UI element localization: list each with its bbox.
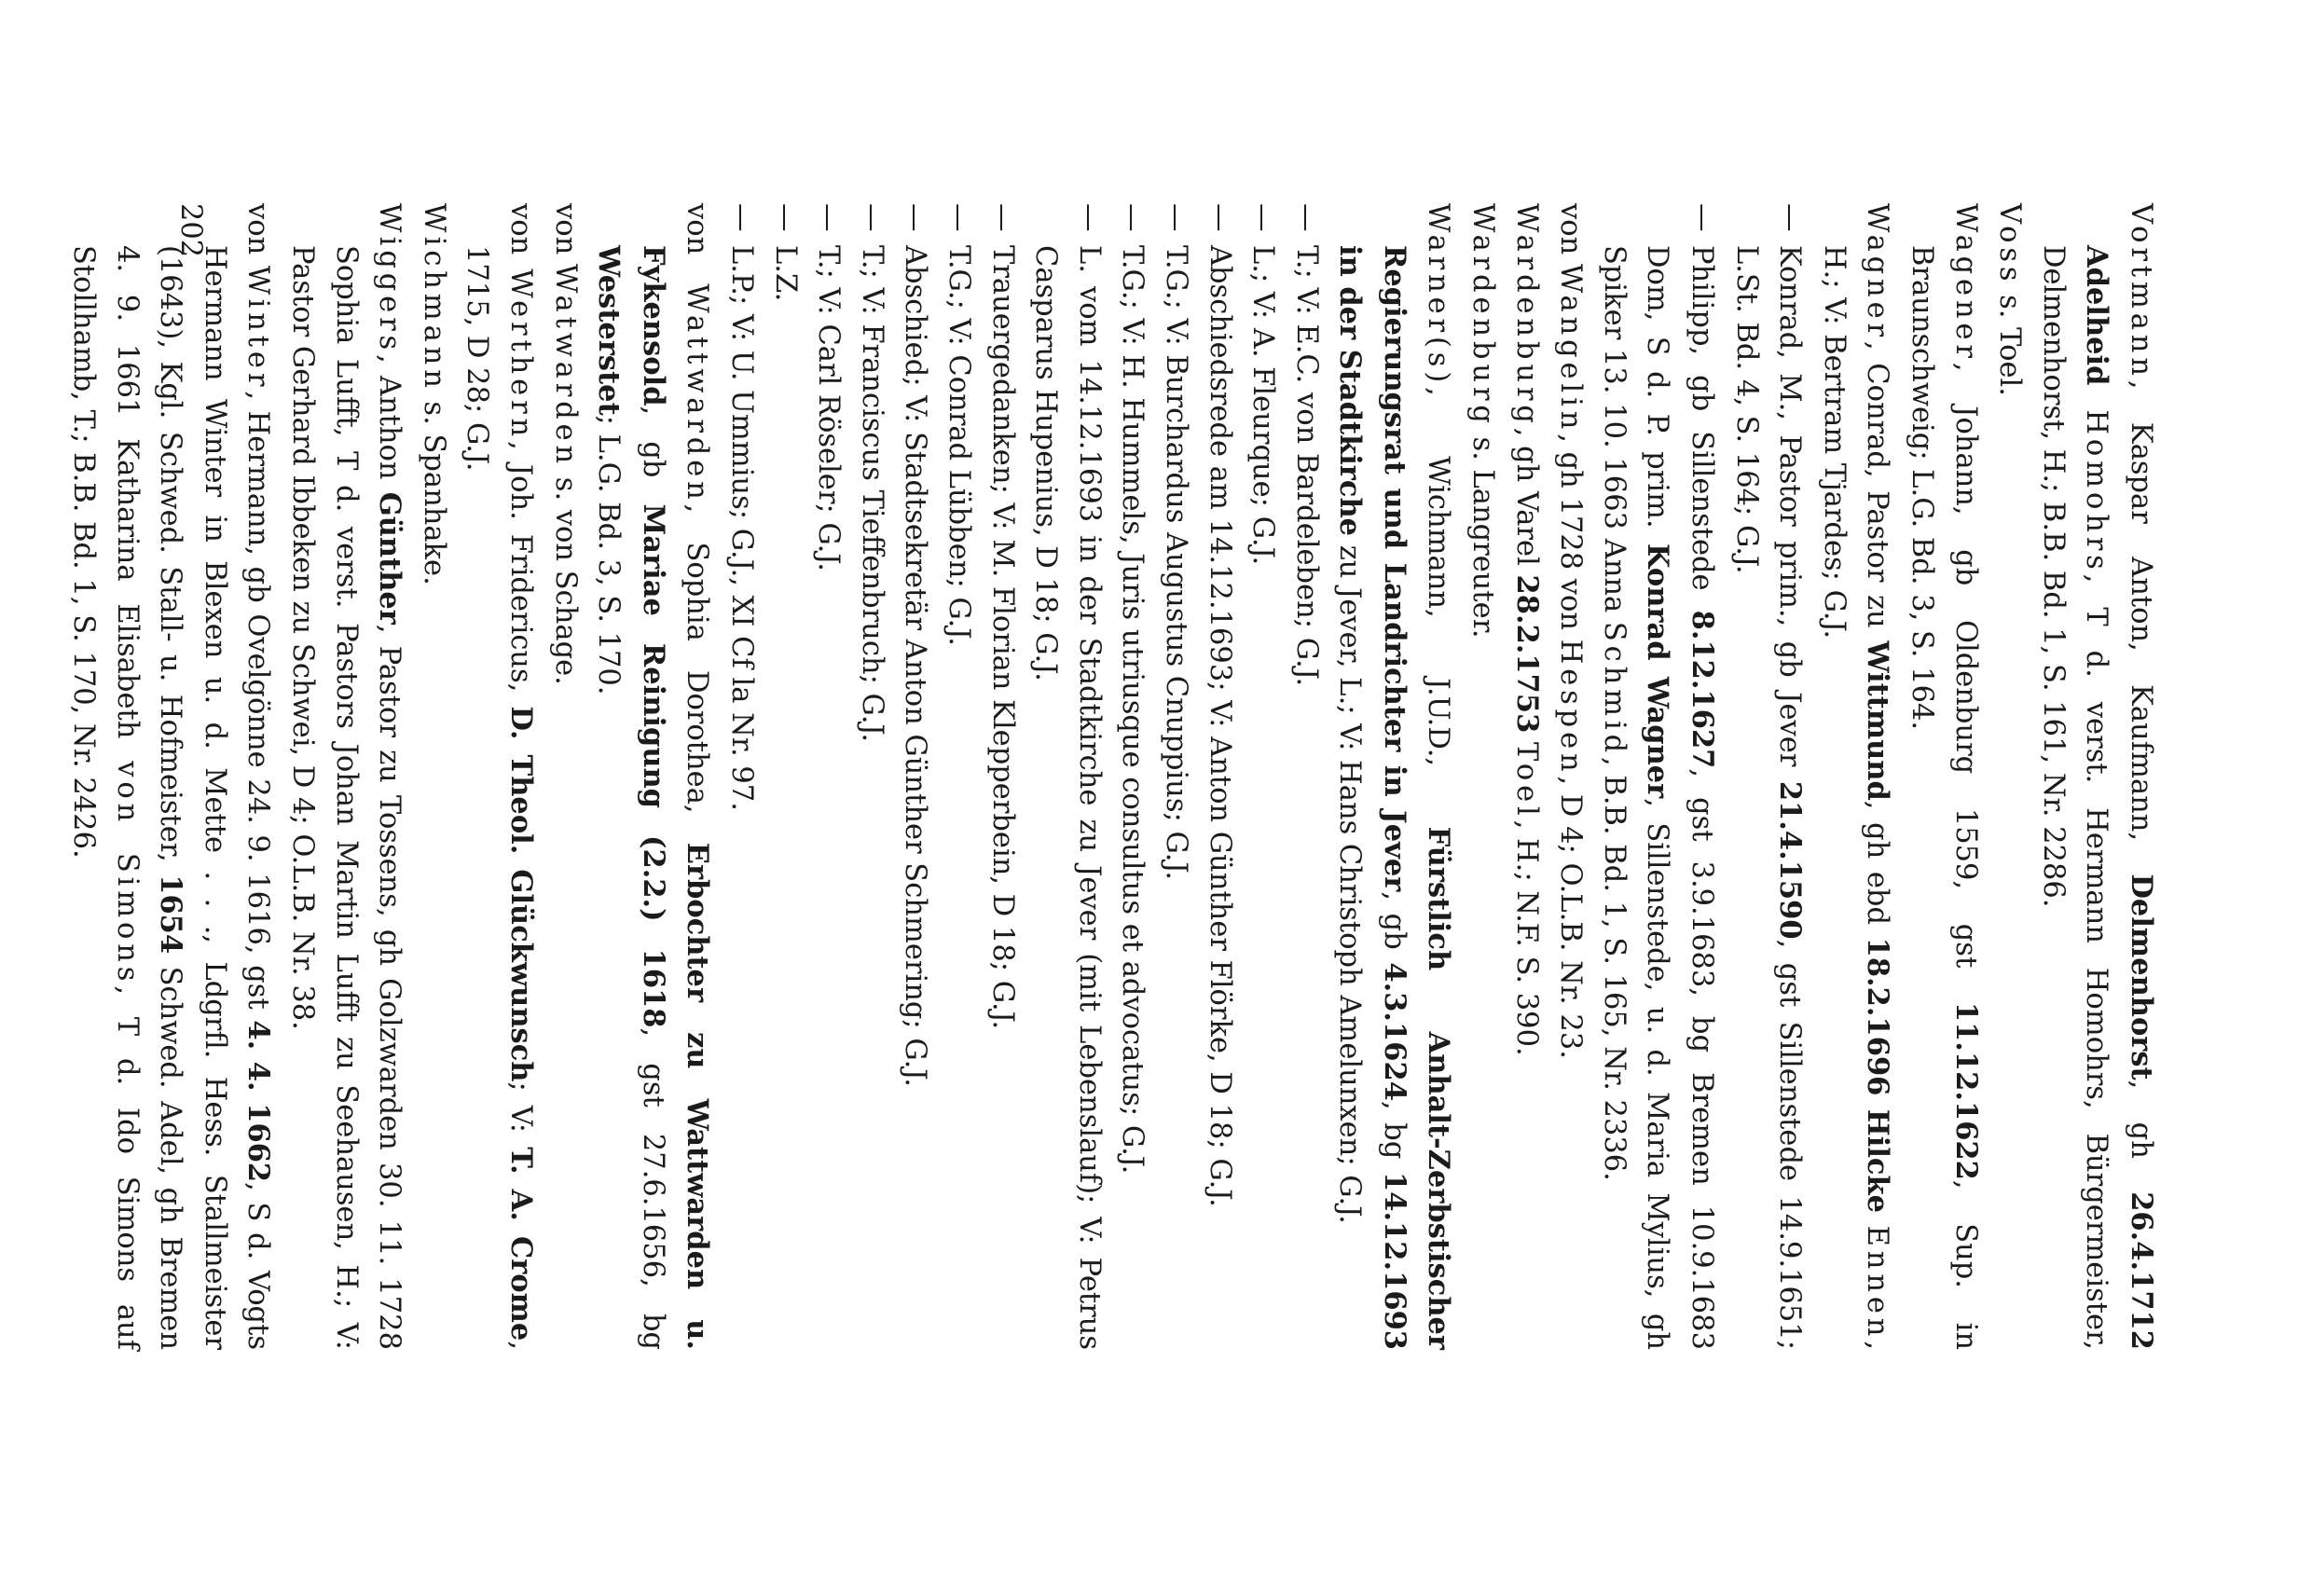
page-number: 202 (174, 203, 207, 258)
bold-run: Mariae Reinigung (2.2.) 1618 (636, 503, 670, 1028)
text-run: L.; V: A. Fleurque; G.J. (1246, 245, 1280, 566)
dash-marker: — (1116, 203, 1149, 232)
text-run: , Anthon (373, 354, 406, 492)
surname: Wagner (1861, 203, 1894, 341)
text-run: von (241, 203, 275, 266)
text-run (1861, 1213, 1893, 1226)
surname: Homohrs (2080, 409, 2113, 574)
sub-entry (1724, 203, 1811, 1350)
surname: von Simons (110, 761, 144, 986)
text-run: Philipp, gb Sillenstede (1686, 245, 1719, 611)
register-entry (1461, 203, 1505, 1350)
text-run: T.; V: Franciscus Tieffenbruch; G.J. (855, 245, 888, 743)
text-run: , Sillenstede, u. d. Maria Mylius, gh Spiker 13. 10. 1663 Anna (1597, 245, 1674, 1350)
text-run: , S d. Vogts Hermann Winter in Blexen u. d. Mette . . ., Ldgrfl. Hess. Stallmeister (1643), Kgl. Schwed. Stall- u. Hofmeister, (154, 245, 275, 1350)
surname: Toel (1509, 742, 1543, 820)
bold-run: Wittmund (1861, 640, 1895, 801)
surname: Wangelin (1554, 263, 1588, 434)
text-run: , gh 1728 von (1554, 433, 1588, 640)
text-run: s. Toel. (1993, 285, 2027, 396)
bold-run: 14.12.1693 in der Stadtkirche (1333, 245, 1411, 1351)
register-entry (543, 203, 586, 1350)
text-run: T.G.; V: Burchardus Augustus Cnuppius; G.J. (1159, 245, 1192, 881)
text-run: , T d. Ido Simons auf Stollhamb, T.; B.B. Bd. 1, S. 170, Nr. 2426. (67, 245, 144, 1350)
dash-marker: — (725, 203, 758, 232)
text-run: von (548, 203, 582, 264)
text-run: , Johann, gb Oldenburg 1559, gst (1948, 362, 1982, 1002)
bold-run: 11.12.1622 (1948, 1001, 1983, 1180)
dash-marker: — (1072, 203, 1106, 232)
surname: Wardenburg (1509, 203, 1543, 428)
surname: Schmid (1597, 621, 1631, 757)
register-entry (1504, 203, 1548, 1350)
sub-entry (1197, 203, 1241, 1350)
text-run: , gb (1377, 891, 1411, 963)
bold-run: Westerstet (592, 245, 626, 416)
text-run: ; L.G. Bd. 3, S. 170. (592, 415, 626, 695)
register-entry (1328, 203, 1461, 1350)
bold-run: 4. 4. 1662 (241, 1020, 276, 1183)
register-entry (280, 203, 411, 1350)
text-run: zu Jever, L.; V: Hans Christoph Amelunxen; G.J. (1333, 536, 1367, 1224)
text-run: T.G.; V: Conrad Lübben; G.J. (942, 245, 975, 646)
surname: Wiggers (373, 203, 406, 355)
text-run: , bg (1377, 1100, 1411, 1172)
surname: Vortmann (2125, 203, 2157, 380)
sub-entry (719, 203, 763, 1350)
dash-marker: — (855, 203, 888, 232)
bold-run: 4.3.1624 (1377, 962, 1411, 1101)
text-run: Trauergedanken; V: M. Florian Klepperbein, D 18; G.J. (985, 245, 1019, 1030)
text-run: , 1715, D 28; G.J. (461, 245, 538, 1351)
text-run: , Sup. in Braunschweig; L.G. Bd. 3, S. 164. (1906, 245, 1982, 1350)
text-run: L. vom 14.12.1693 in der Stadtkirche zu Jever (mit Lebenslauf); V: Petrus Casparus Hupenius, D 18; G.J. (1029, 245, 1106, 1350)
text-run (2080, 385, 2112, 409)
text-run: s. Langreuter. (1466, 427, 1500, 639)
text-run: s. Spanhake. (417, 392, 450, 585)
text-run: , T d. verst. Hermann Homohrs, Bürgermeister, Delmenhorst, H.; B.B. Bd. 1, S. 161, Nr. 2286. (2036, 245, 2113, 1350)
text-run: , H.; N.F. S. 390. (1509, 819, 1543, 1056)
sub-entry (1284, 203, 1328, 1350)
bold-run: T. A. Crome (504, 1147, 539, 1341)
dash-marker: — (812, 203, 846, 232)
bold-run: 21.4.1590 (1773, 780, 1808, 940)
text-run: , H.; V: Bertram Tjardes; G.J. (1817, 245, 1894, 1351)
dash-marker: — (899, 203, 932, 232)
dash-marker: — (942, 203, 975, 232)
text-run: , Joh. Fridericus, (504, 441, 538, 707)
sub-entry (1024, 203, 1110, 1350)
text-run: Konrad, M., Pastor prim., gb Jever (1773, 245, 1807, 781)
register-entry (455, 203, 543, 1350)
surname: Wagener (1948, 203, 1982, 363)
register-entry (1548, 203, 1592, 1350)
bold-run: Konrad Wagner (1641, 543, 1675, 799)
dash-marker: — (985, 203, 1019, 232)
text-run: , gst 27.6.1656, bg (636, 1027, 669, 1350)
register-entry (586, 203, 720, 1350)
register-entry (1899, 203, 1987, 1350)
text-run: T.; V: E.C. von Bardeleben; G.J. (1289, 245, 1323, 687)
text-run: T.; V: Carl Röseler; G.J. (812, 245, 846, 571)
dash-marker: — (1159, 203, 1192, 232)
text-run (1510, 733, 1543, 742)
surname: Wichmann (417, 203, 450, 392)
text-run: Abschied; V: Stadtsekretär Anton Günther Schmering; G.J. (899, 245, 932, 1087)
bold-run: 1654 (154, 874, 188, 955)
text-run: , Wichmann, J.U.D., (1422, 387, 1455, 827)
register-entry (1988, 203, 2031, 1350)
bold-run: 8.12.1627 (1686, 610, 1720, 769)
register-entry (411, 203, 455, 1350)
dash-marker: — (1774, 203, 1808, 232)
sub-entry (893, 203, 937, 1350)
text-run: , gh (2125, 1080, 2157, 1192)
bold-run: 18.2.1696 Hilcke (1861, 937, 1895, 1214)
dash-marker: — (1246, 203, 1280, 232)
surname: Hespen (1554, 639, 1588, 777)
register-entry (62, 203, 281, 1350)
surname: Warner(s) (1422, 203, 1455, 388)
register-entry (1811, 203, 1899, 1350)
bold-run: Delmenhorst (2125, 874, 2158, 1080)
sub-entry (1153, 203, 1197, 1350)
sub-entry (1241, 203, 1285, 1350)
sub-entry (980, 203, 1024, 1350)
surname: Voss (1993, 203, 2027, 286)
text-run: , gh ebd (1861, 800, 1894, 938)
text-run: Abschiedsrede am 14.12.1693; V: Anton Günther Flörke, D 18; G.J. (1203, 245, 1236, 1207)
text-run: , Pastor zu Tossens, gh Golzwarden 30. 11. 1728 Sophia Lufft, T d. verst. Pastors Johan Martin Lufft zu Seehausen, H.; V: Pastor Gerhard Ibbeken zu Schwei, D 4; O.L.B. Nr. 38. (286, 245, 406, 1350)
text-run: von (1554, 203, 1588, 264)
dash-marker: — (768, 203, 802, 232)
text-run: , Conrad, Pastor zu (1861, 340, 1894, 641)
text-run: T.G.; V: H. Hummels, Juris utriusque consultus et advocatus; G.J. (1116, 245, 1149, 1175)
sub-entry (849, 203, 893, 1350)
text-run: , Sophia Dorothea, (681, 503, 714, 843)
register-entry (2030, 203, 2163, 1350)
dash-marker: — (1203, 203, 1236, 232)
text-run: von (681, 203, 714, 284)
sub-entry (763, 203, 806, 1350)
sub-entry (1591, 203, 1724, 1350)
dash-marker: — (1686, 203, 1720, 232)
text-run: von (504, 203, 538, 269)
text-run: L.P.; V: U. Ummius; G.J., XI Cf la Nr. 97. (725, 245, 758, 811)
bold-run: Fürstlich Anhalt-Zerbstischer Regierungsrat und Landrichter in Jever (1377, 245, 1456, 1350)
text-run: , D 4; O.L.B. Nr. 23. (1554, 776, 1588, 1059)
sub-entry (806, 203, 850, 1350)
text-run: , gb (636, 406, 669, 504)
register-text (62, 203, 2164, 1350)
surname: Winter (241, 265, 275, 392)
bold-run: Günther (373, 491, 407, 625)
surname: Werthern (504, 268, 538, 442)
surname: Ennen (1861, 1225, 1894, 1341)
bold-run: 28.2.1753 (1509, 574, 1544, 734)
text-run: , gh Varel (1509, 427, 1543, 575)
text-run: ; V: (504, 1081, 538, 1148)
surname: Wardenburg (1466, 203, 1500, 428)
dash-marker: — (1289, 203, 1323, 232)
bold-run: Erbochter zu Wattwarden u. Fykensold (636, 245, 715, 1350)
text-run: , Kaspar Anton, Kaufmann, (2125, 379, 2157, 874)
text-run: L.Z. (768, 245, 802, 302)
text-run: , Hermann, gb Ovelgönne 24. 9. 1616, gst (241, 391, 275, 1021)
text-run: , gst 3.9.1683, bg Bremen 10.9.1683 Dom, S d. P. prim. (1641, 245, 1719, 1350)
bold-run: 26.4.1712 Adelheid (2080, 245, 2158, 1350)
text-run: Schwed. Adel, gh Bremen 4. 9. 1661 Katharina Elisabeth (110, 245, 187, 1351)
text-run: , B.B. Bd. 1, S. 165, Nr. 2336. (1597, 757, 1631, 1181)
surname: Wattwarden (681, 283, 714, 504)
text-run: , gst Sillenstede 14.9.1651; L.St. Bd. 4, S. 164; G.J. (1729, 245, 1807, 1350)
text-run: s. von Schage. (548, 468, 582, 685)
sub-entry (1110, 203, 1154, 1350)
sub-entry (936, 203, 980, 1350)
surname: Watwarden (548, 263, 582, 469)
bold-run: D. Theol. Glückwunsch (504, 706, 539, 1082)
